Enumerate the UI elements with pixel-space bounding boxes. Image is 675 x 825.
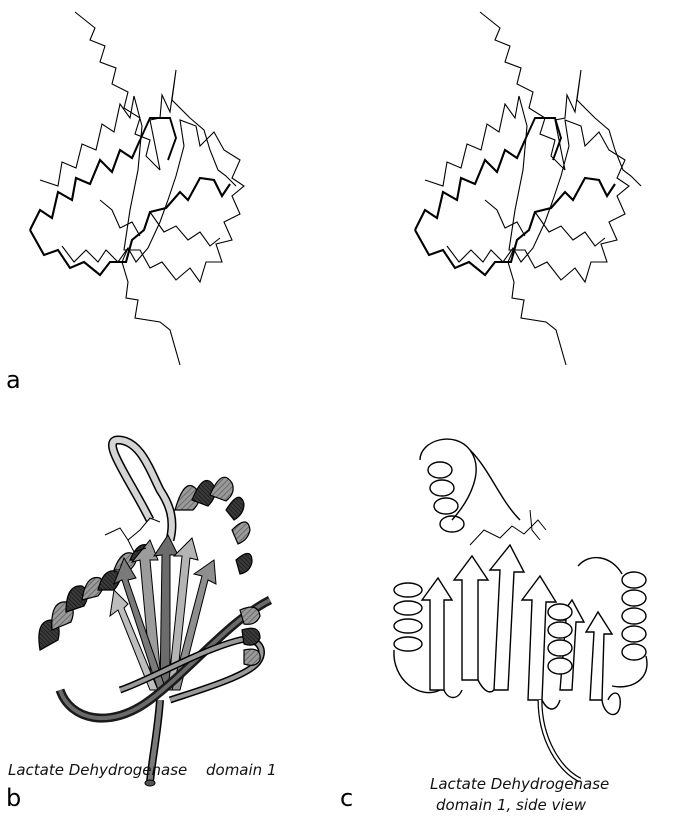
panel-c-helix-right xyxy=(578,558,647,687)
panel-c-beta-strands xyxy=(422,545,612,700)
panel-c-helix-top xyxy=(420,439,520,532)
panel-c-ribbon-diagram xyxy=(394,439,647,780)
panel-c-label: c xyxy=(340,784,354,812)
panel-c-caption-line1: Lactate Dehydrogenase xyxy=(430,775,610,793)
panel-b-helix-right xyxy=(240,607,260,665)
panel-b-caption-left: Lactate Dehydrogenase xyxy=(8,761,188,779)
panel-a-label: a xyxy=(6,366,21,394)
panel-b-label: b xyxy=(6,784,22,812)
panel-c-caption-line2: domain 1, side view xyxy=(436,796,587,814)
panel-b-caption-right: domain 1 xyxy=(206,761,277,779)
panel-a-right-trace xyxy=(415,12,641,365)
panel-a-left-trace xyxy=(30,12,244,365)
panel-b-ribbon-diagram xyxy=(39,440,270,786)
